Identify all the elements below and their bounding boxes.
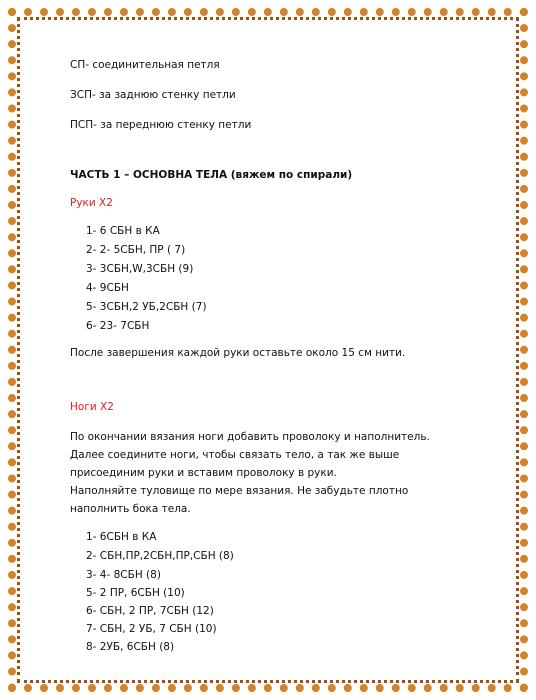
arms-note: После завершения каждой руки оставьте около 15 см нити. (70, 347, 406, 359)
part-title: ЧАСТЬ 1 – ОСНОВНА ТЕЛА (вяжем по спирали) (70, 169, 353, 181)
legs-paragraph-line: присоединим руки и вставим проволоку в руки. (70, 467, 337, 479)
legs-row: 6- СБН, 2 ПР, 7СБН (12) (86, 605, 214, 617)
abbrev-psp: ПСП- за переднюю стенку петли (70, 119, 252, 131)
legs-row: 7- СБН, 2 УБ, 7 СБН (10) (86, 623, 217, 635)
arms-row: 6- 23- 7СБН (86, 320, 150, 332)
legs-paragraph-line: Наполняйте туловище по мере вязания. Не забудьте плотно (70, 485, 409, 497)
legs-row: 5- 2 ПР, 6СБН (10) (86, 587, 185, 599)
legs-heading: Ноги X2 (70, 401, 114, 413)
legs-paragraph-line: По окончании вязания ноги добавить проволоку и наполнитель. (70, 431, 430, 443)
legs-row: 3- 4- 8СБН (8) (86, 569, 161, 581)
arms-row: 3- 3СБН,W,3СБН (9) (86, 263, 194, 275)
legs-paragraph-line: наполнить бока тела. (70, 503, 191, 515)
legs-paragraph-line: Далее соедините ноги, чтобы связать тело, а так же выше (70, 449, 400, 461)
arms-row: 4- 9СБН (86, 282, 129, 294)
legs-row: 2- СБН,ПР,2СБН,ПР,СБН (8) (86, 550, 234, 562)
arms-row: 2- 2- 5СБН, ПР ( 7) (86, 244, 186, 256)
abbrev-sp: СП- соединительная петля (70, 59, 220, 71)
arms-row: 1- 6 СБН в КА (86, 225, 160, 237)
legs-row: 8- 2УБ, 6СБН (8) (86, 641, 175, 653)
arms-heading: Руки X2 (70, 197, 113, 209)
legs-row: 1- 6СБН в КА (86, 531, 157, 543)
arms-row: 5- 3СБН,2 УБ,2СБН (7) (86, 301, 207, 313)
abbrev-zsp: ЗСП- за заднюю стенку петли (70, 89, 236, 101)
